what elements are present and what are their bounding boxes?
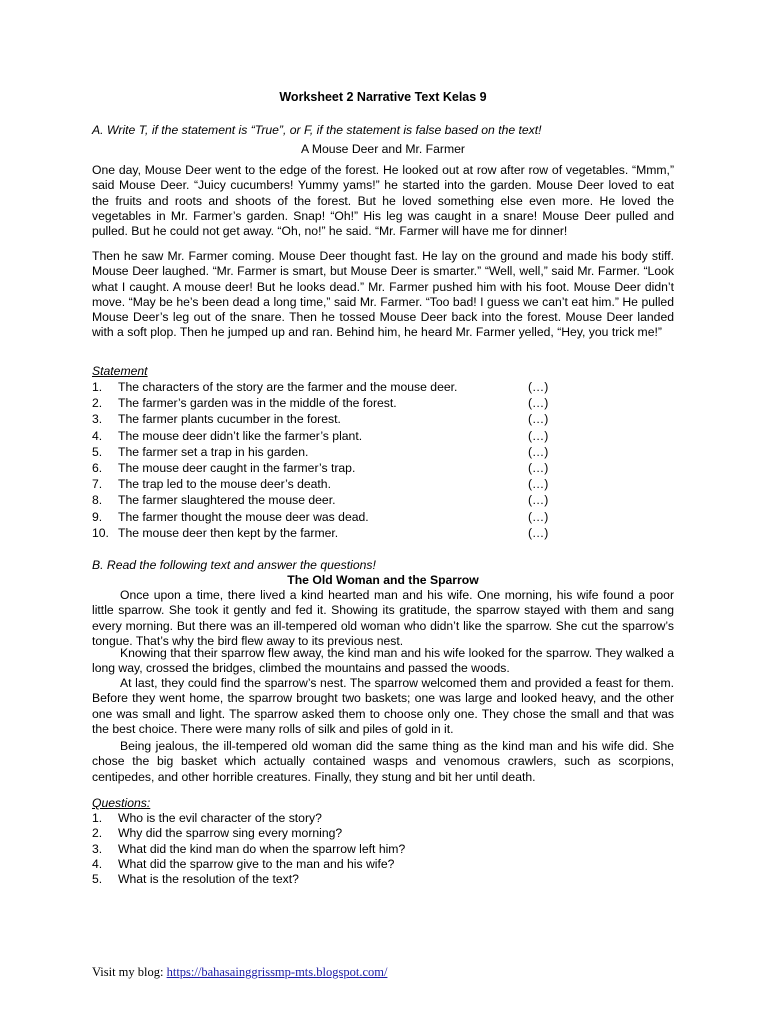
blog-link[interactable]: https://bahasainggrissmp-mts.blogspot.com/ — [166, 965, 388, 979]
story-a-title: A Mouse Deer and Mr. Farmer — [301, 142, 465, 156]
section-b-instruction: B. Read the following text and answer the questions! — [92, 558, 376, 572]
section-a-instruction: A. Write T, if the statement is “True”, or F, if the statement is false based on the text! — [92, 123, 542, 137]
statement-text: The farmer slaughtered the mouse deer. — [118, 493, 336, 508]
question-number: 4. — [92, 856, 103, 871]
answer-blank: (…) — [528, 477, 549, 492]
statement-text: The farmer thought the mouse deer was dead. — [118, 509, 369, 524]
statement-number: 6. — [92, 460, 103, 475]
question-number: 3. — [92, 841, 103, 856]
story-b-paragraph-2: Knowing that their sparrow flew away, the kind man and his wife looked for the sparrow. They walked a long way, crossed the bridges, climbed the mountains and passed the woods. — [92, 646, 674, 676]
question-text: What did the kind man do when the sparrow left him? — [118, 841, 406, 856]
statement-item — [92, 460, 674, 476]
story-b-paragraph-4: Being jealous, the ill-tempered old woman did the same thing as the kind man and his wife did. She chose the big basket which actually contained wasps and venomous crawlers, such as scorpions, centipedes, and other horrible creatures. Finally, they stung and bit her until death. — [92, 739, 674, 784]
story-a-paragraph-2: Then he saw Mr. Farmer coming. Mouse Deer thought fast. He lay on the ground and made his body stiff. Mouse Deer laughed. “Mr. Farmer is smart, but Mouse Deer is smarter.” “Well, well,” said Mr. Farmer. “Look what I caught. A mouse deer! But he looks dead.” Mr. Farmer pushed him with his foot. Mouse Deer didn’t move. “May be he’s been dead a long time,” said Mr. Farmer. “Too bad! I guess we can’t eat him.” He pulled Mouse Deer’s leg out of the snare. Then he tossed Mouse Deer back into the forest. Mouse Deer landed with a soft plop. Then he jumped up and ran. Behind him, he heard Mr. Farmer yelled, “Hey, you trick me!” — [92, 249, 674, 340]
question-item — [92, 826, 674, 841]
question-item — [92, 842, 674, 857]
question-item — [92, 811, 674, 826]
story-b-paragraph-3: At last, they could find the sparrow’s nest. The sparrow welcomed them and provided a feast for them. Before they went home, the sparrow brought two baskets; one was large and looked heavy, and the other one was small and light. The sparrow asked them to choose only one. They chose the small and that was the best choice. There were many rolls of silk and piles of gold in it. — [92, 676, 674, 736]
statement-item — [92, 509, 674, 525]
question-text: Who is the evil character of the story? — [118, 811, 322, 825]
question-number: 2. — [92, 826, 103, 841]
answer-blank: (…) — [528, 428, 549, 443]
statement-number: 2. — [92, 396, 103, 411]
worksheet-title: Worksheet 2 Narrative Text Kelas 9 — [279, 90, 487, 104]
statement-item — [92, 395, 674, 411]
statement-item — [92, 428, 674, 444]
statement-text: The trap led to the mouse deer’s death. — [118, 477, 331, 492]
statement-number: 5. — [92, 444, 103, 459]
statement-text: The mouse deer caught in the farmer’s trap. — [118, 460, 356, 475]
question-text: What did the sparrow give to the man and his wife? — [118, 856, 395, 871]
statement-number: 9. — [92, 509, 103, 524]
statement-number: 10. — [92, 525, 109, 540]
statement-text: The characters of the story are the farmer and the mouse deer. — [118, 380, 458, 394]
statement-item — [92, 492, 674, 508]
statement-item — [92, 476, 674, 492]
answer-blank: (…) — [528, 444, 549, 459]
story-a-paragraph-1: One day, Mouse Deer went to the edge of the forest. He looked out at row after row of vegetables. “Mmm,” said Mouse Deer. “Juicy cucumbers! Yummy yams!” he started into the garden. Mouse Deer loved to eat the fruits and roots and shoots of the forest. But he loved something else even more. He loved the vegetables in Mr. Farmer’s garden. Snap! “Oh!” His leg was caught in a snare! Mouse Deer pulled and pulled. But he could not get away. “Oh, no!” he said. “Mr. Farmer will have me for dinner! — [92, 163, 674, 239]
statement-number: 8. — [92, 493, 103, 508]
statement-number: 3. — [92, 412, 103, 427]
question-text: What is the resolution of the text? — [118, 872, 299, 887]
questions-heading: Questions: — [92, 796, 151, 810]
answer-blank: (…) — [528, 380, 549, 394]
statement-text: The farmer’s garden was in the middle of the forest. — [118, 396, 397, 411]
statement-number: 4. — [92, 428, 103, 443]
statement-item — [92, 379, 674, 395]
answer-blank: (…) — [528, 493, 549, 508]
story-b-paragraph-1: Once upon a time, there lived a kind hearted man and his wife. One morning, his wife found a poor little sparrow. She took it gently and fed it. Showing its gratitude, the sparrow stayed with them and sang every morning. But there was an ill-tempered old woman who didn’t like the sparrow. She cut the sparrow’s tongue. That’s why the bird flew away to its previous nest. — [92, 588, 674, 648]
statement-number: 7. — [92, 477, 103, 492]
statement-item — [92, 525, 674, 541]
statement-text: The farmer set a trap in his garden. — [118, 444, 309, 459]
statement-text: The farmer plants cucumber in the forest. — [118, 412, 341, 427]
question-item — [92, 872, 674, 887]
question-number: 1. — [92, 811, 103, 825]
footer — [92, 965, 387, 980]
question-text: Why did the sparrow sing every morning? — [118, 826, 343, 841]
answer-blank: (…) — [528, 396, 549, 411]
answer-blank: (…) — [528, 525, 549, 540]
statement-item — [92, 444, 674, 460]
footer-label: Visit my blog: — [92, 965, 167, 979]
statement-item — [92, 411, 674, 427]
statement-text: The mouse deer didn’t like the farmer’s plant. — [118, 428, 363, 443]
question-list — [92, 811, 674, 887]
question-item — [92, 857, 674, 872]
statement-heading: Statement — [92, 364, 148, 378]
answer-blank: (…) — [528, 509, 549, 524]
story-b-title: The Old Woman and the Sparrow — [287, 573, 479, 587]
question-number: 5. — [92, 872, 103, 887]
statement-number: 1. — [92, 380, 103, 394]
answer-blank: (…) — [528, 412, 549, 427]
answer-blank: (…) — [528, 460, 549, 475]
statement-text: The mouse deer then kept by the farmer. — [118, 525, 339, 540]
statement-list — [92, 379, 674, 541]
